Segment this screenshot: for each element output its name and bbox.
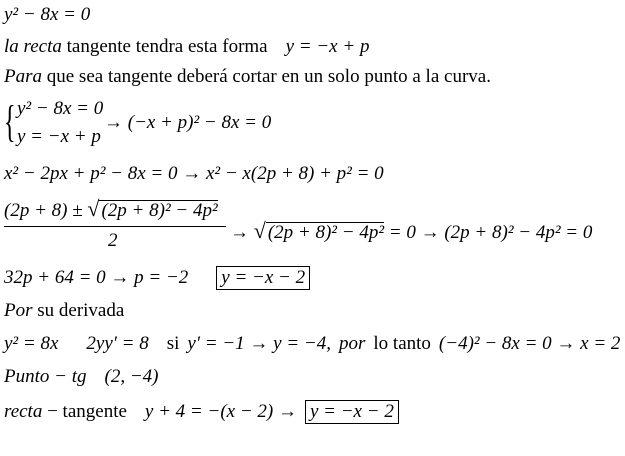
derivative-por: por [338, 333, 366, 354]
tangent-line-italic: recta [4, 401, 43, 422]
derivative-heading [4, 300, 124, 322]
condition-italic: Para [4, 66, 42, 87]
fraction-numerator [4, 196, 218, 222]
system-equation-2: y = −x + p [17, 126, 101, 147]
derivative-lo-tanto: lo tanto [373, 333, 431, 354]
derivative-line [4, 333, 620, 355]
fraction-denominator: 2 [108, 230, 118, 251]
tangent-form-line [4, 36, 369, 58]
discriminant-arrow: → [230, 222, 254, 243]
tangent-form-italic: la recta [4, 36, 62, 57]
tangent-line-equation [4, 400, 399, 424]
derivative-italic: Por [4, 300, 33, 321]
derivative-si: si [166, 333, 180, 354]
curve-equation [4, 4, 90, 26]
condition-text: que sea tangente deberá cortar en un solo punto a la curva. [42, 66, 491, 87]
substitution-result: → (−x + p)² − 8x = 0 [104, 112, 272, 133]
solution-p-text: 32p + 64 = 0 → p = −2 [4, 267, 189, 288]
tangent-point-label: Punto − tg [4, 366, 87, 387]
curve-equation-text: y² − 8x = 0 [4, 4, 91, 25]
x-solution: (−4)² − 8x = 0 → x = 2 [438, 333, 621, 354]
system-equation-1: y² − 8x = 0 [17, 98, 104, 119]
boxed-answer-1: y = −x − 2 [216, 266, 310, 290]
tangent-point-value: (2, −4) [104, 366, 159, 387]
slope-condition: y′ = −1 → y = −4, [187, 333, 331, 354]
discriminant-equation: = 0 → (2p + 8)² − 4p² = 0 [384, 222, 593, 243]
tangent-form-equation: y = −x + p [285, 36, 370, 57]
discriminant-radicand: (2p + 8)² − 4p² [267, 222, 385, 243]
expanded-equation-text: x² − 2px + p² − 8x = 0 → x² − x(2p + 8) + p² = 0 [4, 163, 384, 184]
numerator-radicand: (2p + 8)² − 4p² [101, 200, 218, 221]
expanded-equation [4, 163, 384, 185]
solution-p-line [4, 266, 310, 290]
fraction-bar [4, 226, 226, 227]
discriminant-condition [230, 218, 592, 244]
condition-line [4, 66, 491, 88]
tangent-form-text: tangente tendra esta forma [61, 36, 268, 57]
tangent-line-point-slope: y + 4 = −(x − 2) → [144, 401, 297, 422]
tangent-line-text: − tangente [42, 401, 127, 422]
system-brace: { [4, 97, 16, 146]
sqrt-icon: √ [87, 196, 100, 221]
derivative-text: su derivada [32, 300, 125, 321]
derivative-curve: y² = 8x [4, 333, 59, 354]
numerator-lead: (2p + 8) ± [4, 200, 88, 221]
boxed-answer-2: y = −x − 2 [305, 400, 399, 424]
sqrt-icon: √ [253, 218, 266, 243]
tangent-point-line [4, 366, 158, 388]
derivative-implicit: 2yy′ = 8 [86, 333, 149, 354]
